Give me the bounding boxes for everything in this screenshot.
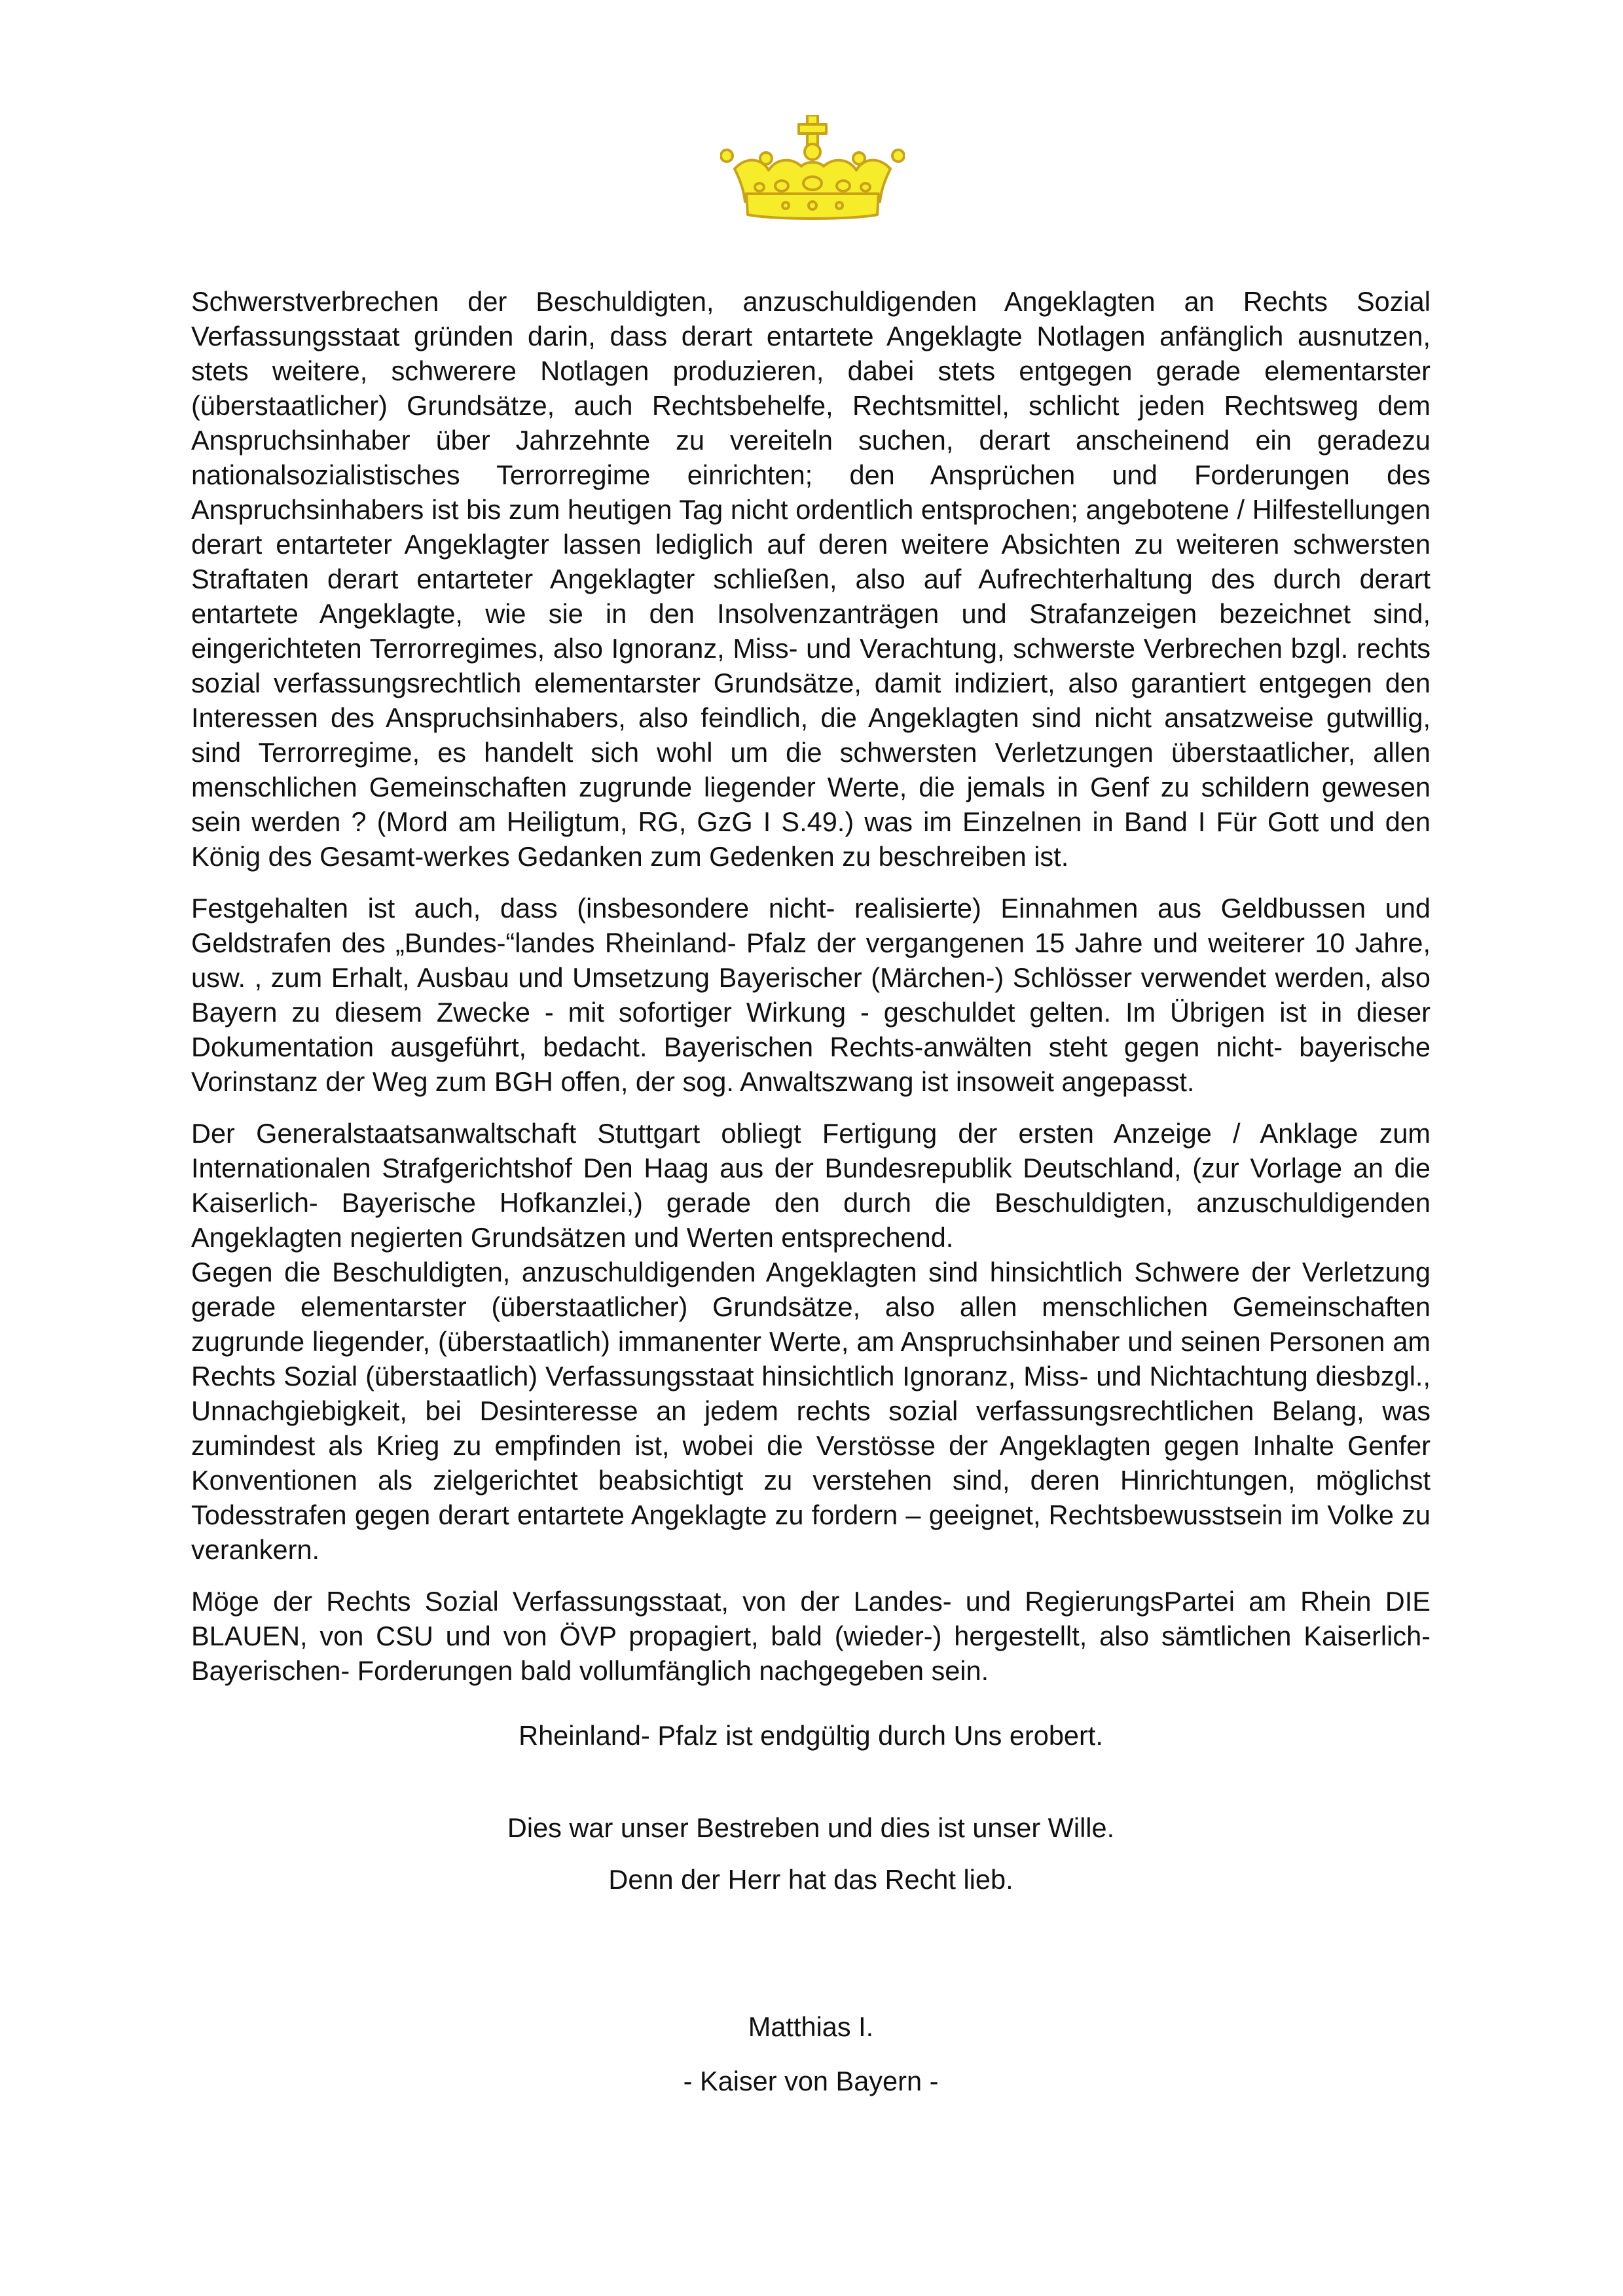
signature-name: Matthias I. <box>748 2011 874 2042</box>
paragraph-1: Schwerstverbrechen der Beschuldigten, anzuschuldigenden Angeklagten an Rechts Sozial Verfassungsstaat gründen darin, dass derart entartete Angeklagte Notlagen anfänglich ausnutzen, stets weitere, schwerere Notlagen produzieren, dabei stets entgegen gerade elementarster (überstaatlicher) Grundsätze, auch Rechtsbehelfe, Rechtsmittel, schlicht jeden Rechtsweg dem Anspruchsinhaber über Jahrzehnte zu vereiteln suchen, derart anscheinend ein geradezu nationalsozialistisches Terrorregime einrichten; den Ansprüchen und Forderungen des Anspruchsinhabers ist bis zum heutigen Tag nicht ordentlich entsprochen; angebotene / Hilfestellungen derart entarteter Angeklagter lassen lediglich auf deren weitere Absichten zu weiteren schwersten Straftaten derart entarteter Angeklagter schließen, also auf Aufrechterhaltung des durch derart entartete Angeklagte, wie sie in den Insolvenzanträgen und Strafanzeigen bezeichnet sind, eingerichteten Terrorregimes, also Ignoranz, Miss- und Verachtung, schwerste Verbrechen bzgl. rechts sozial verfassungsrechtlich elementarster Grundsätze, damit indiziert, also garantiert entgegen den Interessen des Anspruchsinhabers, also feindlich, die Angeklagten sind nicht ansatzweise gutwillig, sind Terrorregime, es handelt sich wohl um die schwersten Verletzungen überstaatlicher, allen menschlichen Gemeinschaften zugrunde liegender Werte, die jemals in Genf zu schildern gewesen sein werden ? (Mord am Heiligtum, RG, GzG I S.49.) was im Einzelnen in Band I Für Gott und den König des Gesamt-werkes Gedanken zum Gedenken zu beschreiben ist. <box>191 286 1431 872</box>
paragraph-5: Möge der Rechts Sozial Verfassungsstaat, von der Landes- und RegierungsPartei am Rhein DIE BLAUEN, von CSU und von ÖVP propagiert, bald (wieder-) hergestellt, also sämtlichen Kaiserlich- Bayerischen- Forderungen bald vollumfänglich nachgegeben sein. <box>191 1586 1431 1686</box>
paragraph-3: Der Generalstaatsanwaltschaft Stuttgart obliegt Fertigung der ersten Anzeige / Anklage zum Internationalen Strafgerichtshof Den Haag aus der Bundesrepublik Deutschland, (zur Vorlage an die Kaiserlich- Bayerische Hofkanzlei,) gerade den durch die Beschuldigten, anzuschuldigenden Angeklagten negierten Grundsätzen und Werten entsprechend. <box>191 1118 1431 1253</box>
paragraph-2: Festgehalten ist auch, dass (insbesondere nicht- realisierte) Einnahmen aus Geldbussen und Geldstrafen des „Bundes-“landes Rheinland- Pfalz der vergangenen 15 Jahre und weiterer 10 Jahre, usw. , zum Erhalt, Ausbau und Umsetzung Bayerischer (Märchen-) Schlösser verwendet werden, also Bayern zu diesem Zwecke - mit sofortiger Wirkung - geschuldet gelten. Im Übrigen ist in dieser Dokumentation ausgeführt, bedacht. Bayerischen Rechts-anwälten steht gegen nicht- bayerische Vorinstanz der Weg zum BGH offen, der sog. Anwaltszwang ist insoweit angepasst. <box>191 893 1431 1097</box>
paragraph-4: Gegen die Beschuldigten, anzuschuldigenden Angeklagten sind hinsichtlich Schwere der Verletzung gerade elementarster (überstaatlicher) Grundsätze, also allen menschlichen Gemeinschaften zugrunde liegender, (überstaatlich) immanenter Werte, am Anspruchsinhaber und seinen Personen am Rechts Sozial (überstaatlich) Verfassungsstaat hinsichtlich Ignoranz, Miss- und Nichtachtung diesbzgl., Unnachgiebigkeit, bei Desinteresse an jedem rechts sozial verfassungsrechtlichen Belang, was zumindest als Krieg zu empfinden ist, wobei die Verstösse der Angeklagten gegen Inhalte Genfer Konventionen als zielgerichtet beabsichtigt zu verstehen sind, deren Hinrichtungen, möglichst Todesstrafen gegen derart entartete Angeklagte zu fordern – geeignet, Rechtsbewusstsein im Volke zu verankern. <box>191 1257 1431 1565</box>
crown-icon <box>720 115 905 221</box>
closing-statement-2: Dies war unser Bestreben und dies ist unser Wille. <box>507 1812 1115 1843</box>
closing-statement-1: Rheinland- Pfalz ist endgültig durch Uns erobert. <box>519 1720 1103 1751</box>
signature-title: - Kaiser von Bayern - <box>683 2066 939 2096</box>
closing-statement-3: Denn der Herr hat das Recht lieb. <box>608 1864 1013 1895</box>
document-body <box>191 284 1431 2098</box>
